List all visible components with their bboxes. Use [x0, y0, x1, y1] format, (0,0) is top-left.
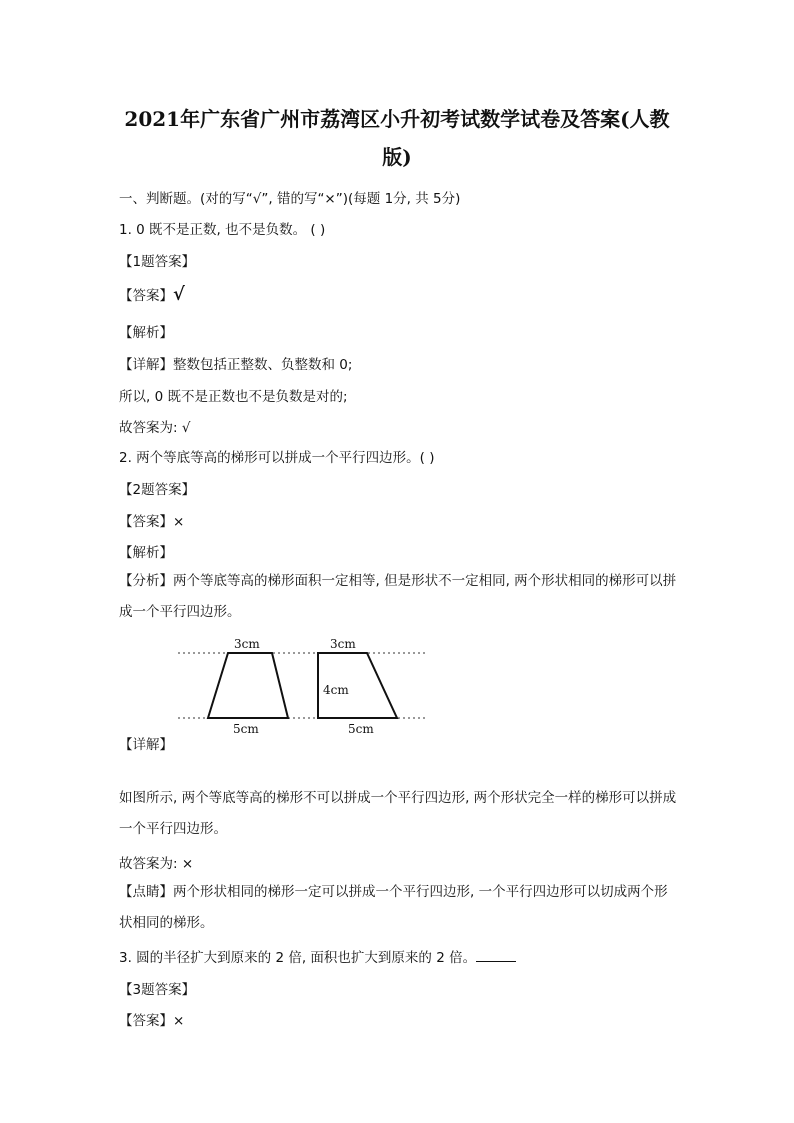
analysis-text: 【分析】两个等底等高的梯形面积一定相等, 但是形状不一定相同, 两个形状相同的梯形可以拼成一个平行四边形。: [119, 573, 677, 620]
analysis-label: 【解析】: [119, 545, 173, 561]
document-title: 2021年广东省广州市荔湾区小升初考试数学试卷及答案(人教版): [124, 107, 670, 169]
section-heading: 一、判断题。(对的写“√”, 错的写“×”)(每题 1分, 共 5分): [119, 191, 461, 207]
answer-block-label: 【3题答案】: [119, 982, 196, 998]
question-1: 1. 0 既不是正数, 也不是负数。 ( ): [119, 222, 326, 238]
comment-text: 【点睛】两个形状相同的梯形一定可以拼成一个平行四边形, 一个平行四边形可以切成两个形状相同的梯形。: [119, 884, 668, 931]
isosceles-trapezoid: [208, 653, 288, 718]
answer-block-label: 【1题答案】: [119, 254, 196, 270]
question-3-text: 3. 圆的半径扩大到原来的 2 倍, 面积也扩大到原来的 2 倍。: [119, 950, 477, 966]
conclusion-text: 故答案为: √: [119, 420, 191, 436]
answer-blank: [476, 949, 516, 962]
answer-block-label: 【2题答案】: [119, 482, 196, 498]
detail-label: 【详解】: [119, 737, 173, 753]
explanation-text: 如图所示, 两个等底等高的梯形不可以拼成一个平行四边形, 两个形状完全一样的梯形可以拼成一个平行四边形。: [119, 790, 677, 837]
answer-line: [119, 284, 185, 305]
left-bottom-label: 5cm: [233, 722, 259, 736]
right-top-label: 3cm: [330, 637, 356, 651]
answer-prefix: 【答案】: [119, 288, 173, 304]
right-bottom-label: 5cm: [348, 722, 374, 736]
analysis-label: 【解析】: [119, 325, 173, 341]
conclusion-text: 故答案为: ×: [119, 856, 194, 872]
left-top-label: 3cm: [234, 637, 260, 651]
check-mark: √: [173, 284, 185, 305]
answer-line: 【答案】×: [119, 514, 185, 530]
question-3: [119, 946, 516, 966]
question-2: 2. 两个等底等高的梯形可以拼成一个平行四边形。( ): [119, 450, 435, 466]
answer-line: 【答案】×: [119, 1013, 185, 1029]
reason-text: 所以, 0 既不是正数也不是负数是对的;: [119, 389, 348, 405]
detail-text: 【详解】整数包括正整数、负整数和 0;: [119, 357, 353, 373]
right-height-label: 4cm: [323, 683, 349, 697]
trapezoid-figure: [170, 632, 430, 742]
